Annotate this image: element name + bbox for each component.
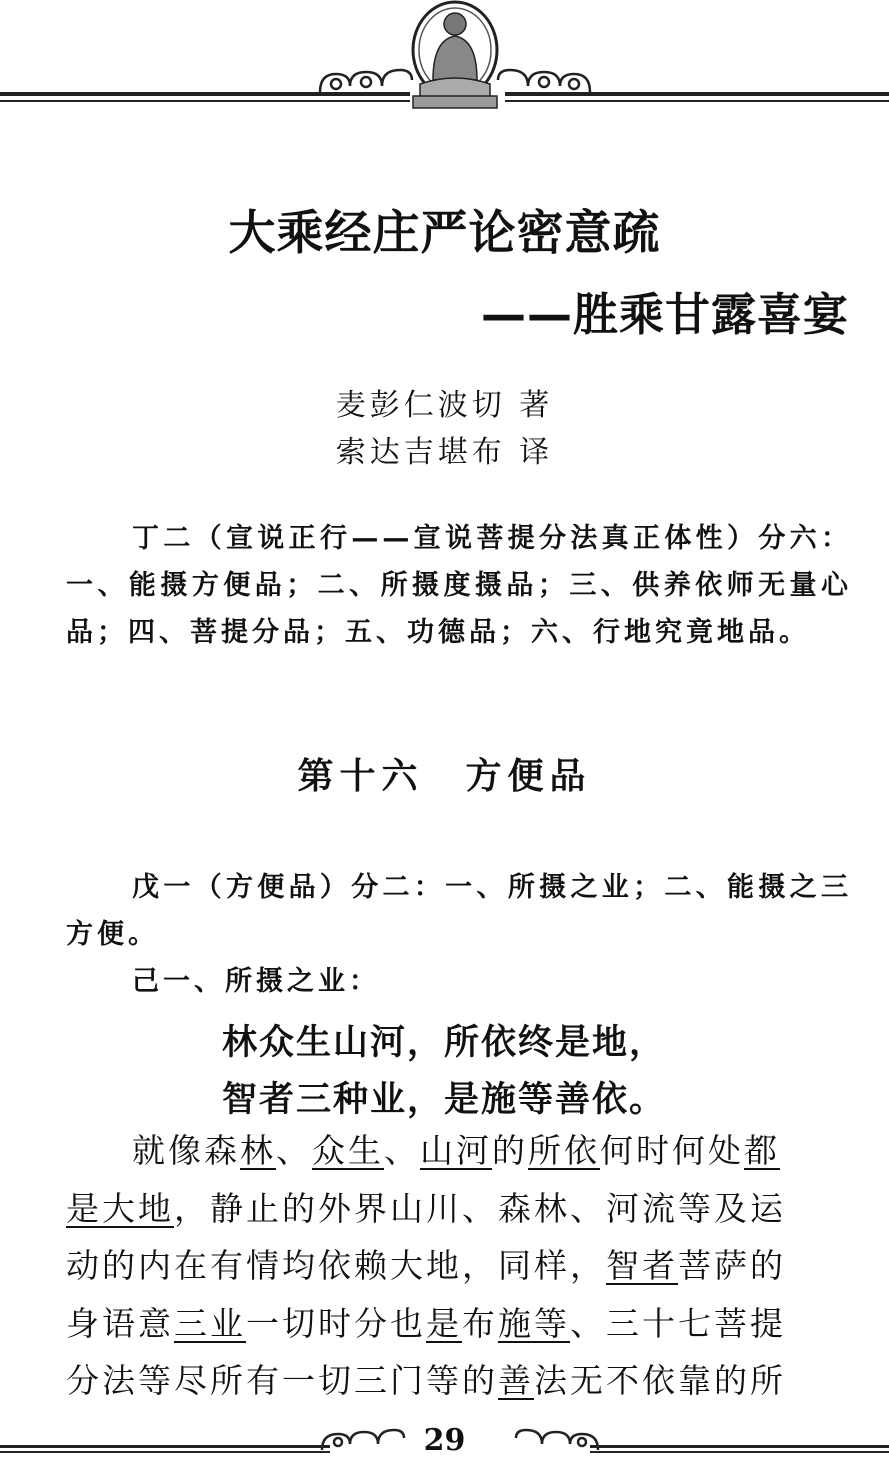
outline-heading-ji1: 己一、所摄之业： <box>132 966 380 997</box>
underlined-term: 林 <box>240 1131 276 1170</box>
cloud-scroll-right-icon <box>498 70 590 92</box>
commentary-line-4: 身语意三业一切时分也是布施等、三十七菩提 <box>66 1303 786 1343</box>
verse-line-1: 林众生山河，所依终是地， <box>222 1023 667 1063</box>
author-line: 麦彭仁波切 著 <box>335 388 554 423</box>
header-ornament <box>0 0 889 112</box>
commentary-paragraph <box>66 1122 852 1410</box>
underlined-term: 众生 <box>312 1131 384 1170</box>
book-subtitle: ——胜乘甘露喜宴 <box>480 288 849 341</box>
underlined-term: 施等 <box>498 1303 570 1343</box>
commentary-line-1: 就像森林、众生、山河的所依何时何处都 <box>132 1131 780 1170</box>
underlined-term: 三业 <box>174 1303 246 1343</box>
verse-line-2: 智者三种业，是施等善依。 <box>222 1080 667 1120</box>
underlined-term: 山河 <box>420 1131 492 1170</box>
commentary-line-5: 分法等尽所有一切三门等的善法无不依靠的所 <box>66 1361 786 1400</box>
commentary-line-2: 是大地，静止的外界山川、森林、河流等及运 <box>66 1188 786 1228</box>
outline-heading-ding2: 丁二（宣说正行——宣说菩提分法真正体性）分六：一、能摄方便品；二、所摄度摄品；三、供养依师无量心品；四、菩提分品；五、功德品；六、行地究竟地品。 <box>66 523 852 648</box>
cloud-scroll-left-icon <box>320 70 412 92</box>
outline-heading-wu1: 戊一（方便品）分二：一、所摄之业；二、能摄之三方便。 <box>66 872 852 950</box>
book-title: 大乘经庄严论密意疏 <box>228 206 661 261</box>
commentary-line-3: 动的内在有情均依赖大地，同样，智者菩萨的 <box>66 1246 786 1285</box>
chapter-heading: 第十六 方便品 <box>297 756 592 797</box>
underlined-term: 都 <box>744 1131 780 1170</box>
underlined-term: 是 <box>66 1188 102 1228</box>
underlined-term: 是 <box>426 1303 462 1343</box>
underlined-term: 善 <box>498 1361 534 1400</box>
underlined-term: 所依 <box>528 1131 600 1170</box>
underlined-term: 智者 <box>606 1246 678 1285</box>
page-number: 29 <box>423 1423 466 1458</box>
translator-line: 索达吉堪布 译 <box>335 435 554 470</box>
underlined-term: 大地 <box>102 1188 174 1228</box>
buddha-figure-icon <box>413 2 497 108</box>
